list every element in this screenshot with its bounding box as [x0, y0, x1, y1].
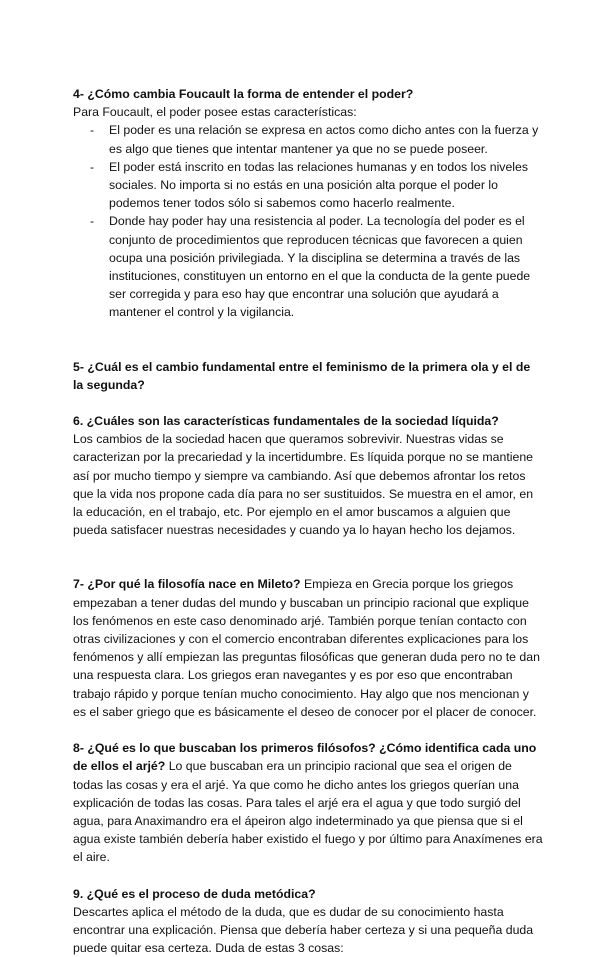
question-6 — [73, 412, 543, 539]
blank-lines — [73, 539, 543, 575]
blank-lines — [73, 322, 543, 358]
question-8-answer: Lo que buscaban era un principio racional que sea el origen de todas las cosas y era el arjé. Ya que como he dicho antes los griegos querían una explicación de todas las cosas. Para tales el arjé era el agua y que todo surgió del agua, para Anaximandro era el ápeiron algo indeterminado ya que piensa que si el agua existe también debería haber existido el fuego y por último para Anaxímenes era el aire. — [73, 759, 543, 865]
question-5-heading: 5- ¿Cuál es el cambio fundamental entre el feminismo de la primera ola y el de la segunda? — [73, 359, 531, 392]
question-7 — [73, 575, 543, 721]
question-7-answer: Empieza en Grecia porque los griegos empezaban a tener dudas del mundo y buscaban un principio racional que explique los fenómenos en este caso denominado arjé. También porque tenían contacto con otras civilizaciones y con el comercio encontraban diferentes explicaciones para los fenómenos y allí empiezan las preguntas filosóficas que generan duda pero no te dan una respuesta clara. Los griegos eran navegantes y es por eso que encontraban trabajo rápido y porque tenían mucho conocimiento. Hay algo que nos mencionan y es el saber griego que es básicamente el deseo de conocer por el placer de conocer. — [73, 577, 540, 719]
question-9-heading: 9. ¿Qué es el proceso de duda metódica? — [73, 886, 316, 901]
question-4-bullet-list — [73, 121, 543, 321]
question-4-intro: Para Foucault, el poder posee estas características: — [73, 105, 357, 120]
question-4 — [73, 85, 543, 322]
blank-line — [73, 394, 543, 412]
bullet-item: - El poder está inscrito en todas las relaciones humanas y en todos los niveles sociales. No importa si no estás en una posición alta porque el poder lo podemos tener todos sólo si sabemos como hacerlo realmente. — [73, 158, 543, 213]
bullet-item: - El poder es una relación se expresa en actos como dicho antes con la fuerza y es algo que tienes que intentar mantener ya que no se puede poseer. — [73, 121, 543, 157]
question-7-heading: 7- ¿Por qué la filosofía nace en Mileto? — [73, 577, 301, 592]
question-9-answer: Descartes aplica el método de la duda, que es dudar de su conocimiento hasta encontrar una explicación. Piensa que debería haber certeza y si una pequeña duda puede quitar esa certeza. Duda de estas 3 cosas: — [73, 904, 534, 956]
blank-line — [73, 721, 543, 739]
document-page — [73, 85, 543, 957]
question-8-heading: 8- ¿Qué es lo que buscaban los primeros filósofos? ¿Cómo identifica cada uno de ellos el arjé? — [73, 741, 537, 774]
blank-line — [73, 867, 543, 885]
question-6-answer: Los cambios de la sociedad hacen que queramos sobrevivir. Nuestras vidas se caracterizan por la precariedad y la incertidumbre. Es líquida porque no se mantiene así por mucho tiempo y siempre va cambiando. Así que debemos afrontar los retos que la vida nos propone cada día para no ser sustituidos. Se muestra en el amor, en la educación, en el trabajo, etc. Por ejemplo en el amor buscamos a alguien que pueda satisfacer nuestras necesidades y cuando ya lo hayan hecho los dejamos. — [73, 432, 534, 538]
question-5 — [73, 358, 543, 394]
bullet-item: - Donde hay poder hay una resistencia al poder. La tecnología del poder es el conjunto de procedimientos que reproducen técnicas que favorecen a quien ocupa una posición privilegiada. Y la disciplina se determina a través de las instituciones, constituyen un entorno en el que la conducta de la gente puede ser corregida y para eso hay que encontrar una solución que ayudará a mantener el control y la vigilancia. — [73, 212, 543, 321]
question-8 — [73, 739, 543, 866]
question-9 — [73, 885, 543, 957]
question-6-heading: 6. ¿Cuáles son las características fundamentales de la sociedad líquida? — [73, 414, 499, 429]
question-4-heading: 4- ¿Cómo cambia Foucault la forma de entender el poder? — [73, 87, 414, 101]
